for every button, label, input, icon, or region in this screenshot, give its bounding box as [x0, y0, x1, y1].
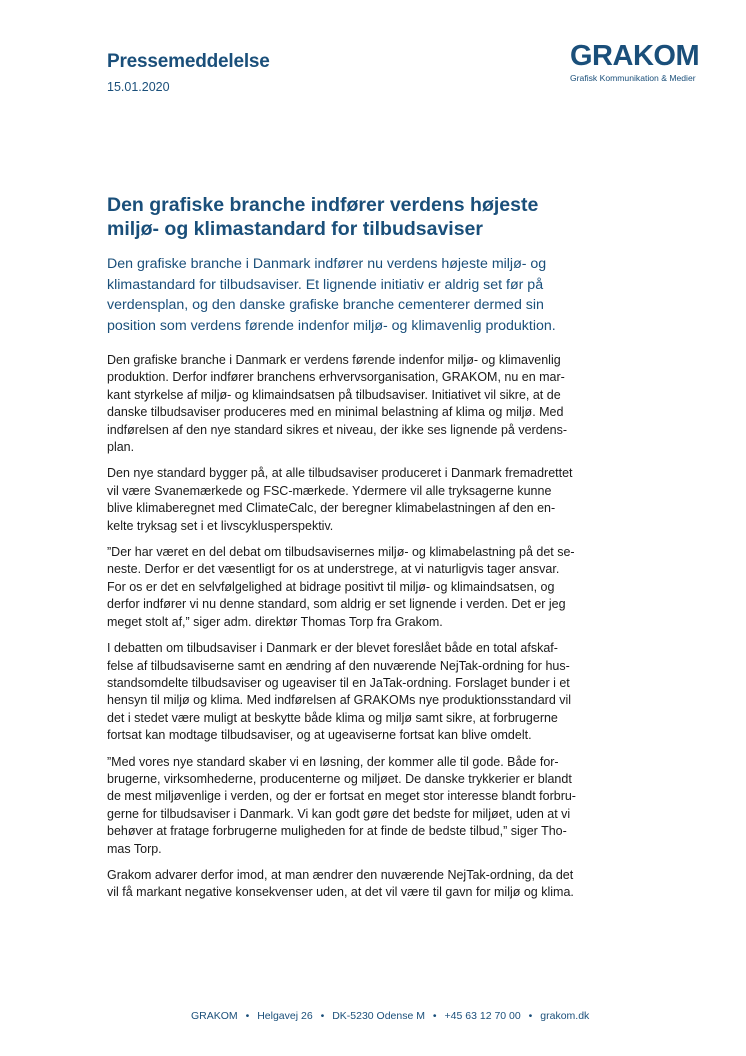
body-line: ”Der har været en del debat om tilbudsavisernes miljø- og klimabelastning på det se-	[107, 545, 575, 560]
footer-postal: DK-5230 Odense M	[332, 1010, 425, 1022]
body-paragraph	[107, 352, 587, 456]
body-text	[107, 352, 587, 911]
footer-website-link[interactable]: grakom.dk	[540, 1010, 590, 1022]
body-line: behøver at fratage forbrugerne muligheden for at finde de bedste tilbud,” siger Tho-	[107, 824, 567, 839]
body-line: Den grafiske branche i Danmark er verdens førende indenfor miljø- og klimavenlig	[107, 353, 561, 367]
body-paragraph	[107, 754, 587, 858]
body-line: gerne for tilbudsaviser i Danmark. Vi kan godt gøre det bedste for miljøet, uden at vi	[107, 806, 571, 821]
body-paragraph	[107, 640, 587, 744]
body-line: kant styrkelse af miljø- og klimaindsatsen på tilbudsaviser. Initiativet vil sikre, at de	[107, 387, 561, 402]
lead-paragraph	[107, 254, 607, 336]
body-line: plan.	[107, 440, 135, 455]
body-line: hensyn til miljø og klima. Med indførelsen af GRAKOMs nye produktionsstandard vil	[107, 693, 572, 708]
footer-address: Helgavej 26	[257, 1010, 313, 1022]
grakom-logo	[570, 40, 710, 83]
body-line: det i stedet være muligt at beskytte både klima og miljø samt sikre, at forbrugerne	[107, 710, 558, 725]
lead-line: position som verdens førende indenfor miljø- og klimavenlig produktion.	[107, 317, 556, 334]
footer-separator: •	[432, 1010, 437, 1022]
body-line: brugerne, virksomhederne, producenterne og miljøet. De danske trykkerier er blandt	[107, 771, 572, 786]
body-line: I debatten om tilbudsaviser i Danmark er der blevet foreslået både en total afskaf-	[107, 641, 558, 656]
body-line: fortsat kan modtage tilbudsaviser, og at ugeaviserne fortsat kan blive omdelt.	[107, 728, 532, 743]
body-paragraph	[107, 867, 587, 902]
body-line: Den nye standard bygger på, at alle tilbudsaviser produceret i Danmark fremadrettet	[107, 466, 573, 481]
logo-tagline: Grafisk Kommunikation & Medier	[570, 73, 696, 83]
footer-separator: •	[245, 1010, 250, 1022]
body-paragraph	[107, 465, 587, 535]
body-line: vil være Svanemærkede og FSC-mærkede. Ydermere vil alle tryksagerne kunne	[107, 483, 552, 498]
body-line: indførelsen af den nye standard sikres et niveau, der ikke ses lignende på verdens-	[107, 422, 567, 437]
lead-line: Den grafiske branche i Danmark indfører nu verdens højeste miljø- og	[107, 256, 547, 272]
body-line: standsomdelte tilbudsaviser og ugeaviser til en JaTak-ordning. Forslaget bunder i et	[107, 675, 570, 690]
press-release-headline	[107, 193, 607, 241]
footer-phone: +45 63 12 70 00	[444, 1010, 521, 1022]
lead-line: verdensplan, og den danske grafiske branche cementerer dermed sin	[107, 297, 544, 313]
headline-line: Den grafiske branche indfører verdens højeste	[107, 194, 539, 216]
body-line: blive klimaberegnet med ClimateCalc, der beregner klimabelastningen af den en-	[107, 501, 556, 516]
body-line: kelte tryksag set i et livscyklusperspektiv.	[107, 518, 334, 533]
body-line: mas Torp.	[107, 841, 162, 856]
body-line: For os er det en selvfølgelighed at bidrage positivt til miljø- og klimaindsatsen, og	[107, 579, 555, 594]
logo-wordmark: GRAKOM	[570, 40, 700, 72]
body-line: de mest miljøvenlige i verden, og der er fortsat en meget stor interesse blandt forbru-	[107, 789, 576, 804]
body-line: meget stolt af,” siger adm. direktør Thomas Torp fra Grakom.	[107, 614, 443, 629]
document-date: 15.01.2020	[107, 80, 170, 94]
body-line: neste. Derfor er det væsentligt for os at understrege, at vi naturligvis tager ansvar.	[107, 562, 560, 577]
footer-separator: •	[320, 1010, 325, 1022]
body-line: produktion. Derfor indfører branchens erhvervsorganisation, GRAKOM, nu en mar-	[107, 370, 565, 385]
body-line: derfor indfører vi nu denne standard, som aldrig er set lignende i verden. Det er jeg	[107, 597, 566, 612]
body-line: vil få markant negative konsekvenser uden, at det vil være til gavn for miljø og klima.	[107, 885, 574, 900]
body-paragraph	[107, 544, 587, 631]
body-line: Grakom advarer derfor imod, at man ændrer den nuværende NejTak-ordning, da det	[107, 867, 574, 882]
body-line: ”Med vores nye standard skaber vi en løsning, der kommer alle til gode. Både for-	[107, 754, 559, 769]
headline-line: miljø- og klimastandard for tilbudsaviser	[107, 218, 483, 240]
body-line: felse af tilbudsaviserne samt en ændring af den nuværende NejTak-ordning for hus-	[107, 658, 570, 673]
footer-separator: •	[528, 1010, 533, 1022]
body-line: danske tilbudsaviser produceres med en minimal belastning af klima og miljø. Med	[107, 405, 564, 420]
lead-line: klimastandard for tilbudsaviser. Et lignende initiativ er aldrig set før på	[107, 276, 544, 293]
document-type-heading: Pressemeddelelse	[107, 51, 270, 72]
footer-company: GRAKOM	[191, 1010, 238, 1022]
